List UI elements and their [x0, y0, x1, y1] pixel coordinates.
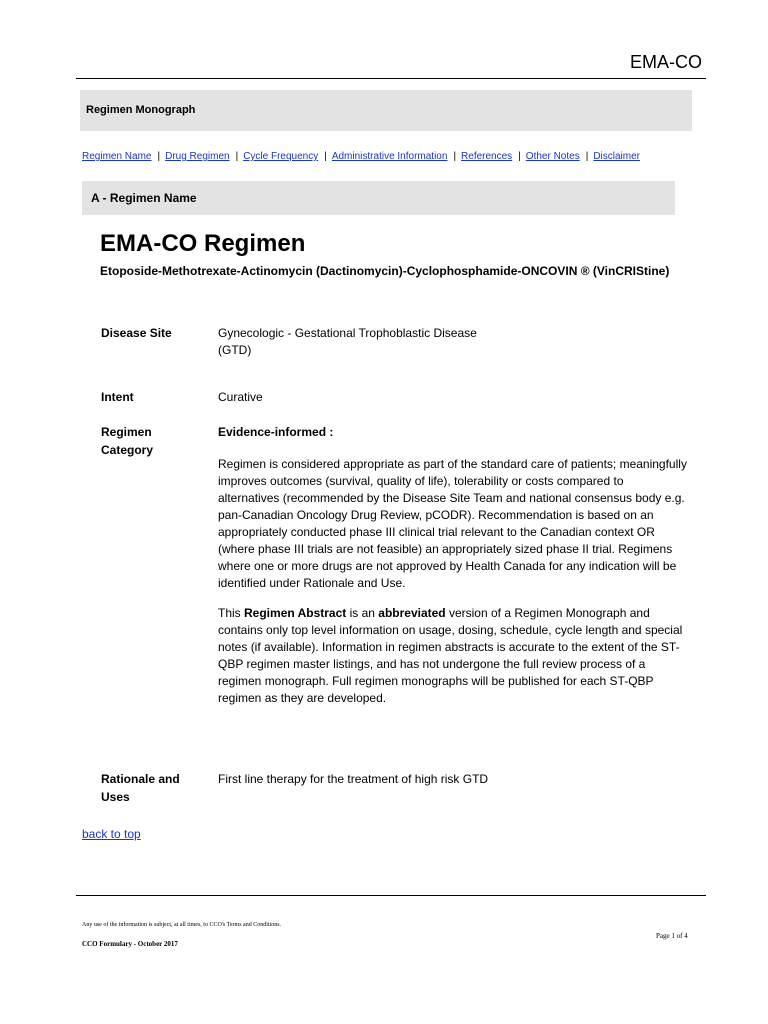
nav-separator: | [324, 151, 327, 162]
header-divider [76, 78, 706, 79]
regimen-category-value [218, 424, 688, 707]
monograph-banner-label: Regimen Monograph [86, 104, 196, 116]
footer-page-number: Page 1 of 4 [656, 932, 688, 940]
footer-formulary: CCO Formulary - October 2017 [82, 940, 178, 948]
intent-value: Curative [218, 390, 263, 404]
footer-divider [76, 895, 706, 896]
document-title: EMA-CO [630, 52, 702, 72]
nav-link-other-notes[interactable]: Other Notes [525, 151, 580, 162]
rationale-value: First line therapy for the treatment of high risk GTD [218, 772, 489, 786]
regimen-name: EMA-CO Regimen [100, 230, 306, 257]
disease-site-value [218, 325, 688, 359]
disease-site-value-line1: Gynecologic - Gestational Trophoblastic Disease [218, 326, 477, 340]
nav-separator: | [157, 151, 161, 162]
para2-mid: is an [346, 606, 379, 620]
regimen-category-label-line2: Category [101, 443, 154, 457]
para2-regimen-abstract: Regimen Abstract [244, 606, 347, 620]
nav-link-regimen-name[interactable]: Regimen Name [82, 151, 152, 162]
nav-separator: | [518, 151, 521, 162]
regimen-category-label [101, 423, 153, 459]
nav-link-drug-regimen[interactable]: Drug Regimen [165, 151, 230, 162]
regimen-category-paragraph-2 [218, 605, 688, 707]
nav-separator: | [453, 151, 457, 162]
monograph-banner [80, 90, 692, 131]
regimen-category-paragraph-1: Regimen is considered appropriate as part of the standard care of patients; meaningfully improves outcomes (survival, quality of life), tolerability or costs compared to alternatives (recommended by the Disease Site Team and national consensus body e.g. pan-Canadian Oncology Drug Review, pCODR). Recommendation is based on an appropriately conducted phase III clinical trial relevant to the Canadian context OR (where phase III trials are not feasible) an appropriately sized phase II trial. Regimens where one or more drugs are not approved by Health Canada for any indication will be identified under Rationale and Use. [218, 457, 687, 590]
nav-link-administrative-information[interactable]: Administrative Information [331, 151, 448, 162]
regimen-category-heading: Evidence-informed : [218, 425, 334, 439]
rationale-label [101, 770, 180, 806]
nav-separator: | [235, 151, 239, 162]
section-navigation [82, 151, 640, 162]
para2-rest: version of a Regimen Monograph and contains only top level information on usage, dosing, schedule, cycle length and special notes (if available). Information in regimen abstracts is accurate to the extent of the ST-QBP regimen master listings, and has not undergone the full review process of a regimen monograph. Full regimen monographs will be published for each ST-QBP regimen as they are developed. [218, 606, 683, 705]
rationale-label-line1: Rationale and [101, 772, 180, 786]
para2-prefix: This [218, 606, 245, 620]
rationale-label-line2: Uses [101, 790, 130, 804]
intent-label: Intent [101, 390, 134, 404]
disease-site-label: Disease Site [101, 326, 172, 340]
nav-separator: | [585, 151, 589, 162]
section-header-bar [82, 181, 675, 215]
para2-abbreviated: abbreviated [378, 606, 446, 620]
back-to-top-link[interactable]: back to top [82, 827, 141, 841]
disease-site-value-line2: (GTD) [218, 343, 252, 357]
nav-link-references[interactable]: References [461, 151, 513, 162]
regimen-category-label-line1: Regimen [101, 425, 152, 439]
nav-link-cycle-frequency[interactable]: Cycle Frequency [243, 151, 319, 162]
footer-terms-note: Any use of the information is subject, at all times, to CCO's Terms and Conditions. [82, 922, 282, 928]
regimen-full-name: Etoposide-Methotrexate-Actinomycin (Dactinomycin)-Cyclophosphamide-ONCOVIN ® (VinCRIStine) [100, 264, 670, 278]
nav-link-disclaimer[interactable]: Disclaimer [593, 151, 640, 162]
section-title: A - Regimen Name [91, 191, 197, 205]
